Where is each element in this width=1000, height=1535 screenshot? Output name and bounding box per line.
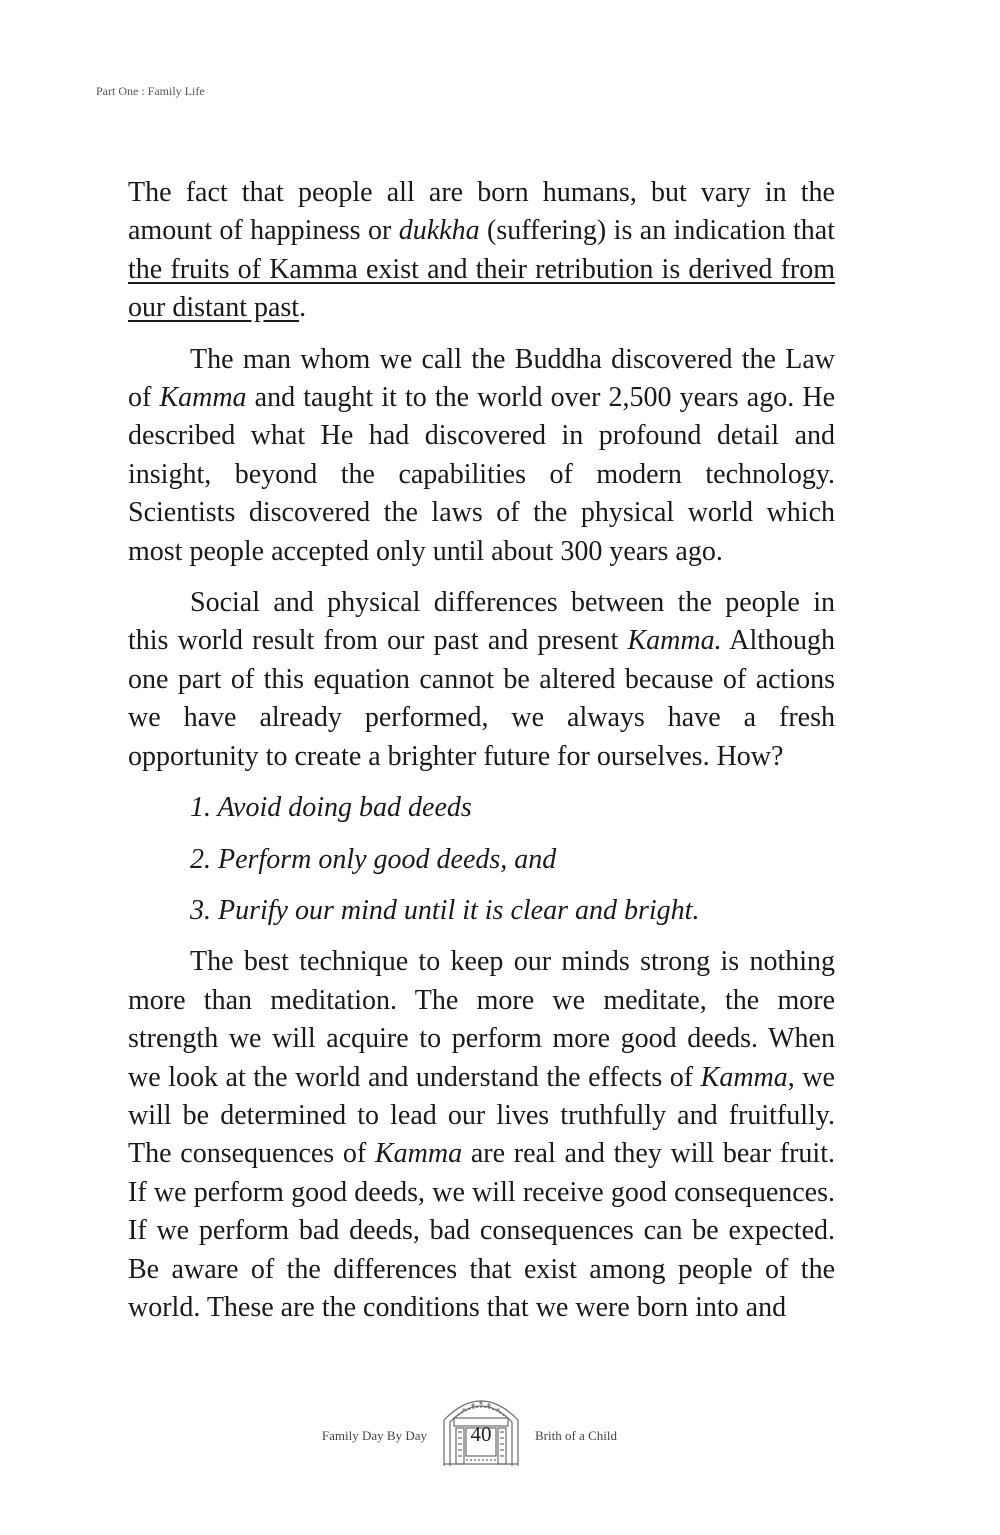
paragraph-4 (128, 943, 835, 1327)
list-item: 3. Purify our mind until it is clear and bright. (190, 894, 700, 926)
p2-text-b: and taught it to the world over 2,500 years ago. He described what He had discovered in profound detail and insight, beyond the capabilities of modern technology. Scientists discovered the laws of the physical world which most people accepted only until about 300 years ago. (128, 382, 835, 567)
paragraph-1 (128, 174, 835, 328)
page-number: 40 (470, 1422, 492, 1446)
p4-term-kamma-1: Kamma (700, 1061, 788, 1093)
list-item: 2. Perform only good deeds, and (190, 843, 557, 875)
list-item: 1. Avoid doing bad deeds (190, 792, 472, 824)
footer-chapter-title: Brith of a Child (535, 1428, 617, 1443)
p3-term-kamma: Kamma. (627, 625, 722, 657)
running-head: Part One : Family Life (96, 84, 205, 98)
p3-text-b: Although one part of this equation cannot be altered because of actions we have already performed, we always have a fresh opportunity to create a brighter future for ourselves. How? (128, 625, 836, 772)
p1-underlined-text: the fruits of Kamma exist and their retribution is derived from our distant past (128, 253, 835, 324)
p1-text-a: The fact that people all are born humans, but vary in the amount of happiness or (128, 177, 835, 247)
p1-term-dukkha: dukkha (398, 215, 480, 247)
p1-text-c: . (299, 292, 307, 324)
p4-text-a: The best technique to keep our minds strong is nothing more than meditation. The more we meditate, the more strength we will acquire to perform more good deeds. When we look at the world and understand the effects of (128, 946, 835, 1093)
p4-term-kamma-2: Kamma (375, 1138, 463, 1170)
paragraph-3 (128, 584, 835, 776)
p2-term-kamma: Kamma (159, 382, 247, 414)
p4-text-c: are real and they will bear fruit. If we perform good deeds, we will receive good consequences. If we perform bad deeds, bad consequences can be expected. Be aware of the differences that exist among people of the world. These are the conditions that we were born into and (128, 1138, 835, 1323)
paragraph-2 (128, 341, 835, 571)
p2-text-a: The man whom we call the Buddha discovered the Law of (128, 343, 835, 414)
p4-text-b: , we will be determined to lead our lives truthfully and fruitfully. The consequences of (128, 1061, 835, 1170)
p1-text-b: (suffering) is an indication that (479, 215, 835, 247)
page-footer (0, 1388, 1000, 1468)
p3-text-a: Social and physical differences between the people in this world result from our past and present (128, 587, 835, 657)
body-text (128, 174, 835, 1340)
numbered-list (128, 789, 835, 930)
footer-book-title: Family Day By Day (321, 1428, 427, 1443)
